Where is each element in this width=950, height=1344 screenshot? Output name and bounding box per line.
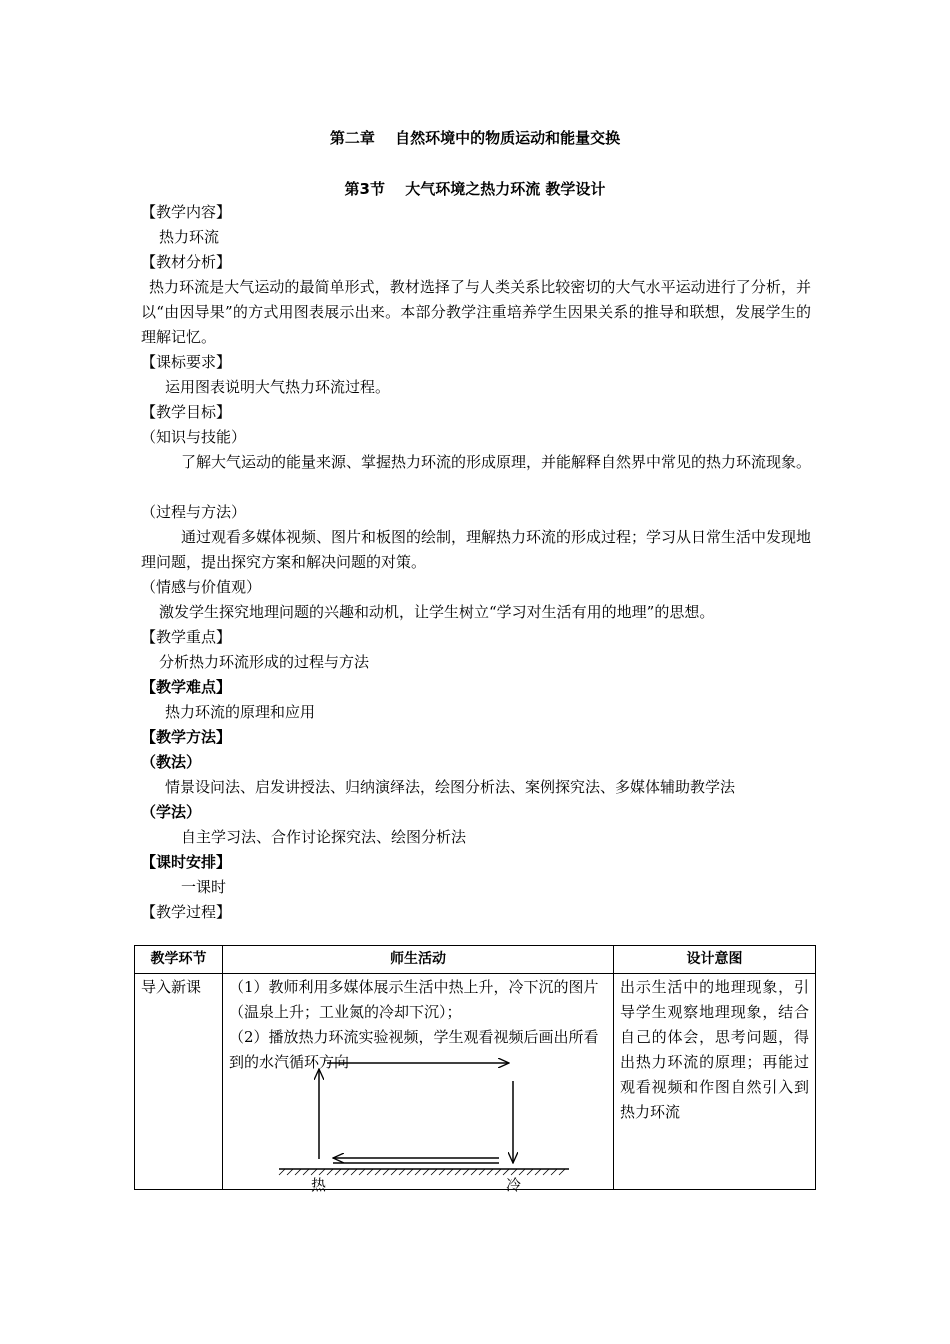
schedule-heading: 【课时安排】 xyxy=(141,853,232,871)
learn-method-subheading: （学法） xyxy=(141,803,202,821)
key-point-heading: 【教学重点】 xyxy=(141,628,232,646)
header-activity: 师生活动 xyxy=(223,946,614,974)
difficulty-heading: 【教学难点】 xyxy=(141,678,232,696)
teaching-process-table xyxy=(134,945,816,1194)
header-stage: 教学环节 xyxy=(135,946,223,974)
teaching-content-text: 热力环流 xyxy=(159,228,220,246)
cold-label: 冷 xyxy=(506,1176,522,1194)
stage-cell: 导入新课 xyxy=(135,974,223,1190)
material-analysis-heading: 【教材分析】 xyxy=(141,253,232,271)
table-header-row xyxy=(135,946,816,974)
teaching-content-heading: 【教学内容】 xyxy=(141,203,232,221)
chapter-title: 第二章 自然环境中的物质运动和能量交换 xyxy=(329,129,621,147)
goals-heading: 【教学目标】 xyxy=(141,403,232,421)
key-point-text: 分析热力环流形成的过程与方法 xyxy=(159,653,370,671)
schedule-text: 一课时 xyxy=(181,878,227,896)
table-row xyxy=(135,974,816,1190)
section-title: 第3节 大气环境之热力环流 教学设计 xyxy=(344,180,606,198)
curriculum-heading: 【课标要求】 xyxy=(141,353,232,371)
curriculum-text: 运用图表说明大气热力环流过程。 xyxy=(165,378,391,396)
methods-heading: 【教学方法】 xyxy=(141,728,232,746)
activity-cell xyxy=(223,974,614,1194)
intent-cell: 出示生活中的地理现象，引导学生观察地理现象，结合自己的体会，思考问题，得出热力环流的原理；再能过观看视频和作图自然引入到热力环流 xyxy=(614,974,816,1190)
difficulty-text: 热力环流的原理和应用 xyxy=(165,703,316,721)
hot-label: 热 xyxy=(311,1176,327,1194)
activity-step-1: （1）教师利用多媒体展示生活中热上升，冷下沉的图片（温泉上升；工业氮的冷却下沉）； xyxy=(229,978,599,1021)
teach-method-subheading: （教法） xyxy=(141,753,202,771)
emotion-text: 激发学生探究地理问题的兴趣和动机，让学生树立“学习对生活有用的地理”的思想。 xyxy=(159,603,715,621)
procedure-heading: 【教学过程】 xyxy=(141,903,232,921)
process-subheading: （过程与方法） xyxy=(141,503,247,521)
knowledge-subheading: （知识与技能） xyxy=(141,428,247,446)
activity-step-2: （2）播放热力环流实验视频，学生观看视频后画出所看到的水汽循环方向 xyxy=(229,1028,599,1071)
material-analysis-text: 热力环流是大气运动的最简单形式，教材选择了与人类关系比较密切的大气水平运动进行了分析，并以“由因导果”的方式用图表展示出来。本部分教学注重培养学生因果关系的推导和联想，发展学生的理解记忆。 xyxy=(141,278,811,346)
knowledge-text: 了解大气运动的能量来源、掌握热力环流的形成原理，并能解释自然界中常见的热力环流现象。 xyxy=(181,453,812,471)
learn-method-text: 自主学习法、合作讨论探究法、绘图分析法 xyxy=(181,828,467,846)
process-text: 通过观看多媒体视频、图片和板图的绘制，理解热力环流的形成过程；学习从日常生活中发现地理问题，提出探究方案和解决问题的对策。 xyxy=(141,528,812,571)
emotion-subheading: （情感与价值观） xyxy=(141,578,262,596)
header-intent: 设计意图 xyxy=(614,946,816,974)
teach-method-text: 情景设问法、启发讲授法、归纳演绎法，绘图分析法、案例探究法、多媒体辅助教学法 xyxy=(165,778,736,796)
document-body xyxy=(141,200,811,925)
